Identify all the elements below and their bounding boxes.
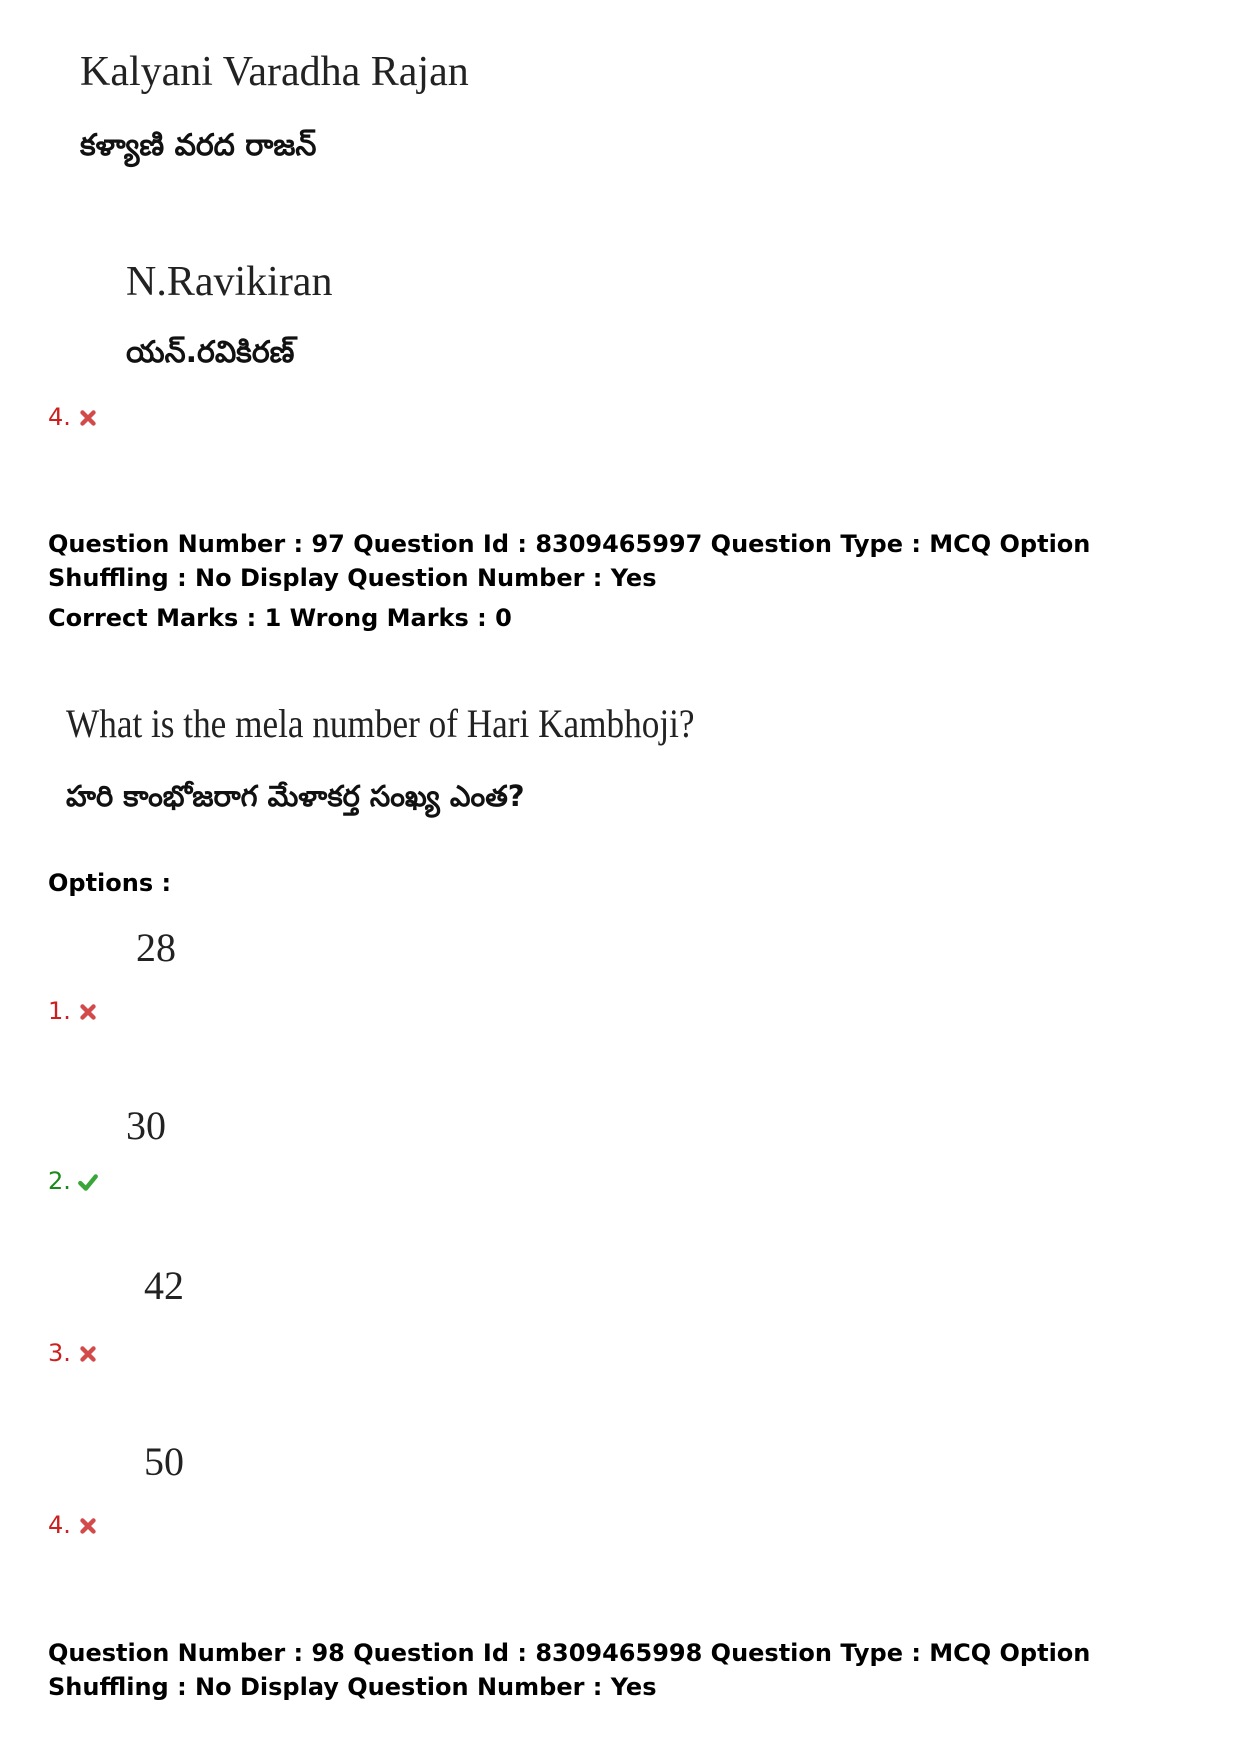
prev-option-4-marker — [48, 403, 99, 431]
question-97-english-text: What is the mela number of Hari Kambhoji? — [66, 701, 695, 746]
option-4-marker — [48, 1511, 99, 1539]
option-number: 1. — [48, 997, 71, 1025]
option-3-english-text: Kalyani Varadha Rajan — [80, 49, 469, 95]
option-number: 4. — [48, 403, 71, 431]
option-1-marker — [48, 997, 99, 1025]
question-97-telugu-text: హరి కాంభోజరాగ మేళాకర్త సంఖ్య ఎంత? — [66, 779, 525, 813]
option-4-telugu-text: యన్.రవికిరణ్ — [126, 335, 295, 370]
cross-icon — [77, 1515, 99, 1537]
question-98-header: Question Number : 98 Question Id : 8309465998 Question Type : MCQ Option Shuffling : No Display Question Number : Yes — [48, 1639, 1091, 1701]
option-number: 2. — [48, 1167, 71, 1195]
option-2-marker — [48, 1167, 99, 1195]
option-2-value: 30 — [126, 1103, 166, 1148]
check-icon — [77, 1171, 99, 1193]
option-3-value: 42 — [144, 1263, 184, 1308]
cross-icon — [77, 1001, 99, 1023]
option-3-telugu-text: కళ్యాణి వరద రాజన్ — [80, 128, 317, 163]
option-3-marker — [48, 1339, 99, 1367]
question-97-header: Question Number : 97 Question Id : 8309465997 Question Type : MCQ Option Shuffling : No Display Question Number : Yes — [48, 530, 1091, 592]
options-label: Options : — [48, 869, 172, 897]
option-1-value: 28 — [136, 925, 176, 970]
question-97-marks: Correct Marks : 1 Wrong Marks : 0 — [48, 604, 512, 632]
cross-icon — [77, 1343, 99, 1365]
option-4-english-text: N.Ravikiran — [126, 259, 333, 305]
option-number: 3. — [48, 1339, 71, 1367]
cross-icon — [77, 407, 99, 429]
option-4-value: 50 — [144, 1439, 184, 1484]
option-number: 4. — [48, 1511, 71, 1539]
